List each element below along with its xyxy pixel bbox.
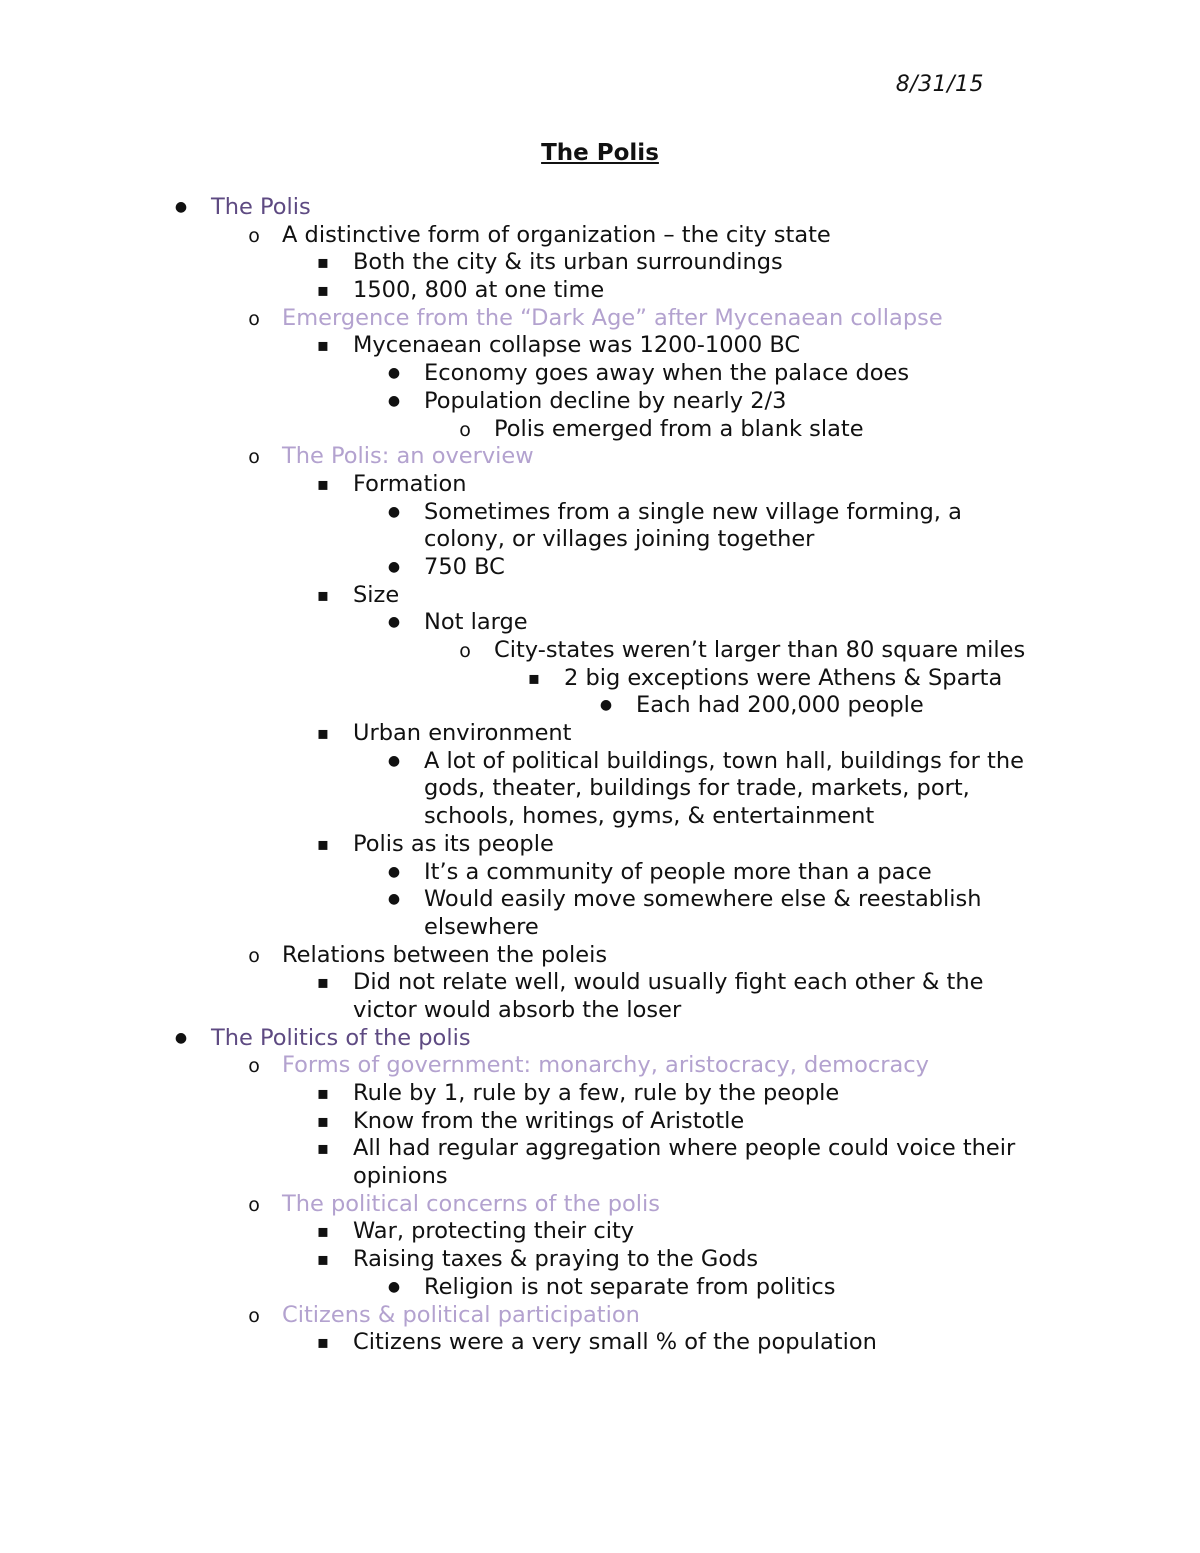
bullet-circle-icon	[244, 443, 264, 472]
bullet-circle-icon	[244, 222, 264, 251]
bullet-square-icon	[313, 831, 333, 859]
outline-item-text: The Polis	[211, 194, 311, 220]
bullet-square-icon	[313, 582, 333, 610]
bullet-circle-icon	[244, 942, 264, 971]
bullet-circle-icon	[244, 1191, 264, 1220]
outline-item-text: 2 big exceptions were Athens & Sparta	[564, 664, 1003, 691]
outline-item-continuation	[0, 803, 1200, 831]
outline-item-text: War, protecting their city	[353, 1218, 635, 1245]
outline-item-text: gods, theater, buildings for trade, markets, port,	[424, 775, 970, 802]
outline-item	[0, 942, 1200, 970]
outline-item-text: Citizens were a very small % of the population	[353, 1329, 877, 1356]
outline-item	[0, 1052, 1200, 1080]
outline-item-continuation	[0, 997, 1200, 1025]
bullet-square-icon	[313, 1080, 333, 1108]
bullet-square-icon	[313, 471, 333, 499]
outline-item-text: Polis as its people	[353, 830, 554, 857]
bullet-dot-icon	[384, 360, 404, 388]
outline-item	[0, 1274, 1200, 1302]
outline-item	[0, 582, 1200, 610]
outline-item-text: schools, homes, gyms, & entertainment	[424, 803, 875, 830]
outline-item	[0, 1329, 1200, 1357]
outline-item	[0, 416, 1200, 444]
outline-item-text: Rule by 1, rule by a few, rule by the people	[353, 1080, 840, 1106]
outline-item	[0, 1246, 1200, 1274]
outline-item-text: victor would absorb the loser	[353, 996, 682, 1023]
outline-item	[0, 554, 1200, 582]
note-date: 8/31/15	[895, 72, 984, 97]
outline-item	[0, 443, 1200, 471]
outline-item-text: Formation	[353, 470, 467, 497]
bullet-square-icon	[313, 969, 333, 997]
outline-item	[0, 1108, 1200, 1136]
bullet-circle-icon	[455, 416, 475, 445]
outline-item-text: Citizens & political participation	[282, 1301, 640, 1328]
bullet-square-icon	[313, 277, 333, 305]
bullet-circle-icon	[455, 637, 475, 666]
outline-item-text: Size	[353, 581, 400, 608]
outline-item	[0, 886, 1200, 914]
outline-item	[0, 1218, 1200, 1246]
outline-item-text: A distinctive form of organization – the city state	[282, 221, 831, 248]
bullet-dot-icon	[384, 1274, 404, 1302]
bullet-dot-icon	[596, 692, 616, 720]
outline-item-text: The Polis: an overview	[282, 443, 534, 470]
outline-item-text: opinions	[353, 1163, 448, 1190]
outline-item-text: Not large	[424, 609, 528, 636]
outline-item-continuation	[0, 914, 1200, 942]
bullet-square-icon	[313, 1108, 333, 1136]
outline-item-text: Mycenaean collapse was 1200-1000 BC	[353, 332, 801, 359]
bullet-square-icon	[313, 1218, 333, 1246]
outline-item-text: The political concerns of the polis	[282, 1190, 660, 1217]
bullet-circle-icon	[244, 1302, 264, 1331]
outline-item-text: Each had 200,000 people	[636, 692, 924, 719]
bullet-square-icon	[524, 665, 544, 693]
bullet-dot-icon	[171, 194, 191, 222]
bullet-dot-icon	[384, 748, 404, 776]
bullet-square-icon	[313, 1329, 333, 1357]
outline-item-text: Emergence from the “Dark Age” after Mycenaean collapse	[282, 304, 943, 331]
bullet-dot-icon	[384, 609, 404, 637]
outline-item	[0, 1135, 1200, 1163]
outline-item	[0, 720, 1200, 748]
outline-item	[0, 388, 1200, 416]
outline-item-text: Both the city & its urban surroundings	[353, 249, 783, 276]
outline-item	[0, 471, 1200, 499]
outline-item-text: A lot of political buildings, town hall, buildings for the	[424, 747, 1024, 774]
outline-item-continuation	[0, 775, 1200, 803]
outline-item-text: Population decline by nearly 2/3	[424, 387, 787, 414]
outline-item-text: Relations between the poleis	[282, 941, 608, 968]
bullet-square-icon	[313, 249, 333, 277]
outline-item	[0, 194, 1200, 222]
outline-item-text: Know from the writings of Aristotle	[353, 1107, 745, 1134]
bullet-dot-icon	[384, 886, 404, 914]
outline-item	[0, 665, 1200, 693]
outline-item	[0, 1302, 1200, 1330]
outline-item	[0, 360, 1200, 388]
notes-outline	[0, 194, 1200, 1357]
outline-item-text: Religion is not separate from politics	[424, 1273, 836, 1300]
bullet-square-icon	[313, 1246, 333, 1274]
page-title: The Polis	[541, 140, 659, 166]
outline-item-text: City-states weren’t larger than 80 square miles	[494, 637, 1026, 663]
bullet-circle-icon	[244, 305, 264, 334]
outline-item-text: Urban environment	[353, 720, 572, 747]
outline-item	[0, 249, 1200, 277]
outline-item	[0, 277, 1200, 305]
bullet-dot-icon	[384, 554, 404, 582]
outline-item	[0, 831, 1200, 859]
outline-item-continuation	[0, 1163, 1200, 1191]
outline-item	[0, 499, 1200, 527]
outline-item-text: Economy goes away when the palace does	[424, 360, 910, 387]
outline-item	[0, 969, 1200, 997]
outline-item-text: Polis emerged from a blank slate	[494, 415, 864, 442]
outline-item	[0, 1080, 1200, 1108]
outline-item	[0, 1025, 1200, 1053]
outline-item-text: Forms of government: monarchy, aristocracy, democracy	[282, 1052, 929, 1079]
outline-item-text: It’s a community of people more than a pace	[424, 858, 932, 885]
outline-item	[0, 609, 1200, 637]
outline-item-continuation	[0, 526, 1200, 554]
bullet-dot-icon	[384, 499, 404, 527]
bullet-circle-icon	[244, 1052, 264, 1081]
bullet-dot-icon	[171, 1025, 191, 1053]
outline-item	[0, 859, 1200, 887]
outline-item	[0, 222, 1200, 250]
outline-item-text: Did not relate well, would usually fight each other & the	[353, 969, 984, 996]
outline-item	[0, 637, 1200, 665]
outline-item-text: elsewhere	[424, 913, 539, 940]
bullet-dot-icon	[384, 388, 404, 416]
outline-item-text: 750 BC	[424, 553, 505, 580]
outline-item-text: Would easily move somewhere else & reestablish	[424, 886, 982, 913]
outline-item	[0, 1191, 1200, 1219]
bullet-dot-icon	[384, 859, 404, 887]
outline-item	[0, 692, 1200, 720]
outline-item-text: colony, or villages joining together	[424, 526, 815, 553]
bullet-square-icon	[313, 1135, 333, 1163]
outline-item-text: 1500, 800 at one time	[353, 277, 605, 304]
outline-item	[0, 305, 1200, 333]
outline-item	[0, 748, 1200, 776]
outline-item-text: All had regular aggregation where people could voice their	[353, 1135, 1016, 1162]
outline-item-text: Raising taxes & praying to the Gods	[353, 1246, 759, 1273]
outline-item-text: Sometimes from a single new village forming, a	[424, 498, 962, 525]
bullet-square-icon	[313, 720, 333, 748]
outline-item	[0, 332, 1200, 360]
outline-item-text: The Politics of the polis	[211, 1024, 471, 1051]
bullet-square-icon	[313, 332, 333, 360]
